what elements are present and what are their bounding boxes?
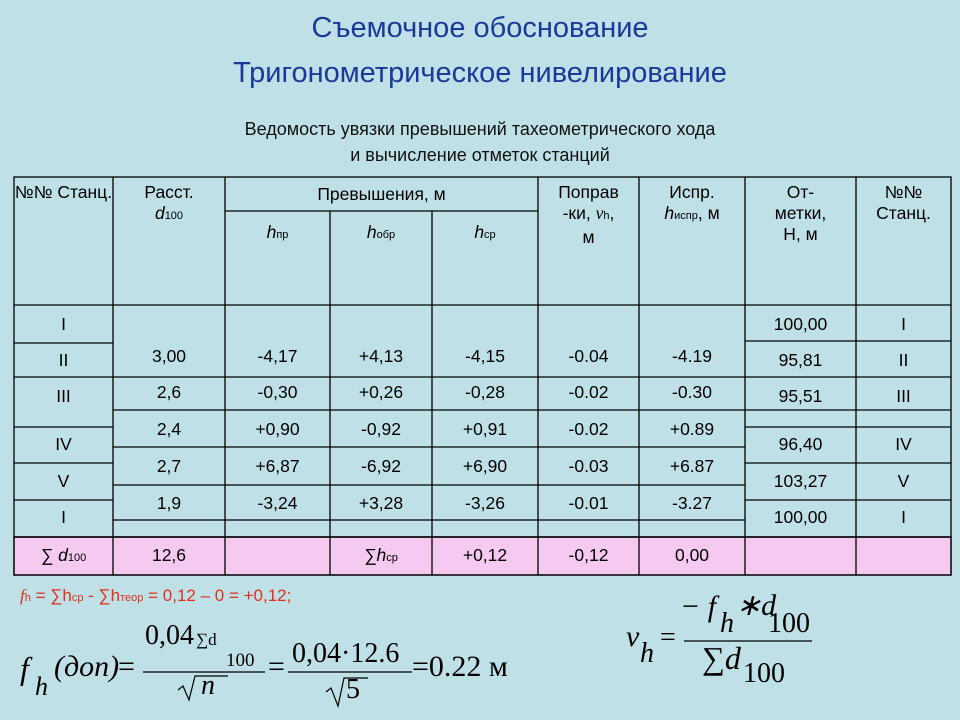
table-caption-2: и вычисление отметок станций [350,145,610,165]
fixed-cell: -4.19 [672,346,712,366]
allow-eq: = [118,650,135,683]
header-station: №№ Станц. [14,182,113,202]
h-pr-cell: -4,17 [257,346,298,366]
total-sum-symbol: ∑ d [40,545,68,565]
mark-cell: 96,40 [778,434,823,454]
header-h-pr [225,222,330,246]
total-hsr-label [330,545,432,569]
station-right-cell: I [901,507,906,527]
allow-lhs-sub: h [35,672,48,701]
dist-cell: 2,6 [156,382,182,402]
station-right-cell: IV [895,434,912,454]
correction-unit: м [582,227,595,247]
h-sr-cell: +0,91 [462,419,508,439]
mark-cell: 95,51 [778,386,823,406]
table-caption: Ведомость увязки превышений тахеометрического хода [244,119,716,139]
total-hsr: +0,12 [462,545,508,565]
vh-num: − f [680,590,717,623]
correction-label-2: -ки, [562,203,591,223]
station-cell: IV [55,434,72,454]
fh-sub: h [24,592,31,604]
fh-part2: - ∑h [83,586,121,605]
fixed-cell: -3.27 [672,493,712,513]
slide-title-2: Тригонометрическое нивелирование [233,57,727,89]
h-obr-sub: обр [376,229,396,241]
h-symbol: h [266,222,277,242]
correction-cell: -0.03 [568,456,609,476]
correction-cell: -0.04 [568,346,609,366]
fixed-sub: испр [674,210,698,222]
mark-cell: 95,81 [778,350,823,370]
correction-symbol: v [595,203,604,223]
allow-den2: 5 [346,674,360,705]
marks-label-2: метки, [774,203,827,223]
allow-lhs: f [20,650,29,686]
station-cell: II [58,350,69,370]
fixed-symbol: h [664,203,675,223]
vh-num-sub2: 100 [768,608,810,639]
dist-cell: 1,9 [156,493,182,513]
allow-num-sum: ∑d [196,630,217,649]
h-obr-cell: +0,26 [358,382,404,402]
header-distance [113,182,225,227]
vh-lhs-sub: h [640,638,654,669]
header-fixed [639,182,745,227]
mark-cell: 103,27 [773,471,828,491]
total-hsr-sub: ср [386,552,398,564]
slide-title: Съемочное обоснование [311,12,649,44]
header-marks [745,182,856,245]
dist-cell: 2,4 [156,419,182,439]
mark-cell: 100,00 [773,507,828,527]
allow-eq2: = [268,650,285,683]
vh-lhs: v [626,620,640,653]
h-pr-cell: -3,24 [257,493,298,513]
correction-cell: -0.02 [568,419,609,439]
fixed-cell: -0.30 [672,382,712,402]
station-cell: I [61,507,66,527]
h-obr-cell: -6,92 [361,456,401,476]
h-obr-cell: -0,92 [361,419,401,439]
fixed-cell: +6.87 [669,456,715,476]
total-sum-sub: 100 [67,552,87,564]
correction-sub: h [603,210,610,222]
fh-part1: = ∑h [30,586,72,605]
header-h-sr [432,222,538,246]
h-sr-cell: +6,90 [462,456,508,476]
fh-symbol: f [20,586,25,605]
h-sr-cell: -0,28 [465,382,505,402]
header-distance-sub: 100 [164,210,184,222]
h-pr-cell: -0,30 [257,382,298,402]
header-station-right: №№ Станц. [876,182,931,223]
header-correction: Поправ -ки, vh, м [558,182,619,247]
fixed-unit: , м [697,203,720,223]
dist-cell: 2,7 [156,456,182,476]
vh-den-sub: 100 [743,658,785,689]
station-cell: V [57,471,70,491]
station-right-cell: I [901,314,906,334]
h-sr-cell: -3,26 [465,493,505,513]
h-symbol: h [474,222,485,242]
fh-part3: = 0,12 – 0 = +0,12; [143,586,292,605]
fh-part1-sub: ср [71,592,84,604]
total-label [14,545,113,569]
closure-formula [20,586,291,606]
header-distance-symbol: d [154,203,165,223]
correction-cell: -0.02 [568,382,609,402]
h-symbol: h [366,222,377,242]
h-obr-cell: +4,13 [358,346,404,366]
correction-cell: -0.01 [568,493,609,513]
allow-den: n [201,670,215,701]
station-right-cell: III [896,386,911,406]
marks-label-3: Н, м [783,224,818,244]
h-pr-sub: пр [276,229,289,241]
fixed-label: Испр. [669,182,715,202]
vh-den: ∑d [702,640,741,676]
allow-num: 0,04 [145,620,194,651]
header-elevations: Превышения, м [317,184,446,204]
vh-num-sub: h [720,608,734,639]
station-right-cell: II [898,350,909,370]
header-distance-label: Расст. [144,182,194,202]
total-fixed: 0,00 [674,545,710,565]
h-sr-sub: ср [484,229,496,241]
fixed-cell: +0.89 [669,419,715,439]
h-obr-cell: +3,28 [358,493,404,513]
station-cell: I [61,314,66,334]
h-pr-cell: +0,90 [255,419,300,439]
mark-cell: 100,00 [773,314,828,334]
allow-lhs-arg: (доп) [54,650,120,683]
correction-label-1: Поправ [558,182,619,202]
station-right-cell: V [897,471,910,491]
marks-label-1: От- [786,182,815,202]
vh-eq: = [660,622,676,653]
station-cell: III [56,386,71,406]
vh-num-rest: ∗d [736,589,777,622]
allow-result: =0.22 м [412,650,508,683]
total-hsr-symbol: ∑h [364,545,387,565]
allow-num2: 0,04·12.6 [292,638,400,669]
allow-num-sub: 100 [226,650,255,671]
h-sr-cell: -4,15 [465,346,505,366]
fh-part2-sub: теор [120,592,144,604]
dist-cell: 3,00 [151,346,187,366]
h-pr-cell: +6,87 [255,456,300,476]
total-correction: -0,12 [568,545,609,565]
total-dist: 12,6 [151,545,187,565]
header-h-obr [330,222,432,246]
